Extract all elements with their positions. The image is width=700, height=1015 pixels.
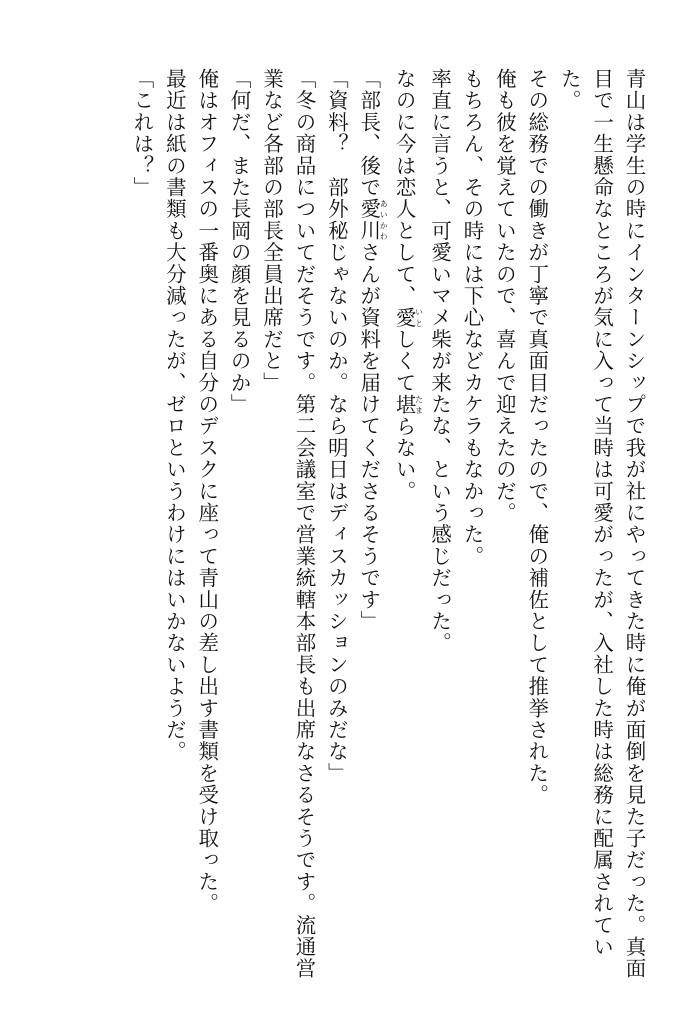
dialogue-3: 「冬の商品についてだそうです。第二会議室で営業統轄本部長も出席なさるそうです。流通営業など各部の部長全員出席だと」 [259, 68, 316, 980]
ruby-base-tama: 堪 [392, 393, 417, 416]
paragraph-1: 青山は学生の時にインターンシップで我が社にやってきた時に俺が面倒を見た子だった。真面目で一生懸命なところが気に入って当時は可愛がったが、入社した時は総務に配属されていた。 [557, 68, 646, 980]
paragraph-7: 俺はオフィスの一番奥にある自分のデスクに座って青山の差し出す書類を受け取った。 [194, 68, 219, 915]
dialogue-5: 「これは？」 [129, 68, 154, 199]
dialogue-2: 「資料？ 部外秘じゃないのか。なら明日はディスカッションのみだな」 [324, 68, 349, 785]
ruby-line-before: なのに今は恋人として、 [392, 68, 417, 307]
ruby-reading-aikawa: あいかわ [379, 198, 389, 242]
ruby-line-middle: しくて [392, 328, 417, 394]
ruby-reading-ito: いと [414, 306, 424, 329]
paragraph-4: もちろん、その時には下心などカケラもなかった。 [459, 68, 484, 568]
paragraph-5: 率直に言うと、可愛いマメ柴が来たな、という感じだった。 [427, 68, 452, 654]
dialogue-4: 「何だ、また長岡の顔を見るのか」 [227, 68, 252, 416]
ruby-itoshiku [392, 306, 424, 329]
ruby-base-aikawa: 愛川 [356, 198, 381, 242]
vertical-text-body [40, 68, 650, 983]
paragraph-3: 俺も彼を覚えていたので、喜んで迎えたのだ。 [492, 68, 517, 524]
paragraph-8: 最近は紙の書類も大分減ったが、ゼロというわけにはいかないようだ。 [162, 68, 187, 763]
ruby-base-ito: 愛 [392, 306, 417, 329]
paragraph-6 [388, 68, 423, 983]
ruby-tamaranai [392, 393, 424, 416]
dialogue-1 [352, 68, 387, 983]
ruby-aikawa [356, 198, 389, 242]
dialogue-1-after: さんが資料を届けてくださるそうです」 [356, 241, 381, 633]
ruby-reading-tama: たま [414, 393, 424, 416]
paragraph-2: その総務での働きが丁寧で真面目だったので、俺の補佐として推挙された。 [524, 68, 549, 806]
ruby-line-after: らない。 [392, 415, 417, 503]
dialogue-1-before: 「部長、後で [356, 68, 381, 199]
